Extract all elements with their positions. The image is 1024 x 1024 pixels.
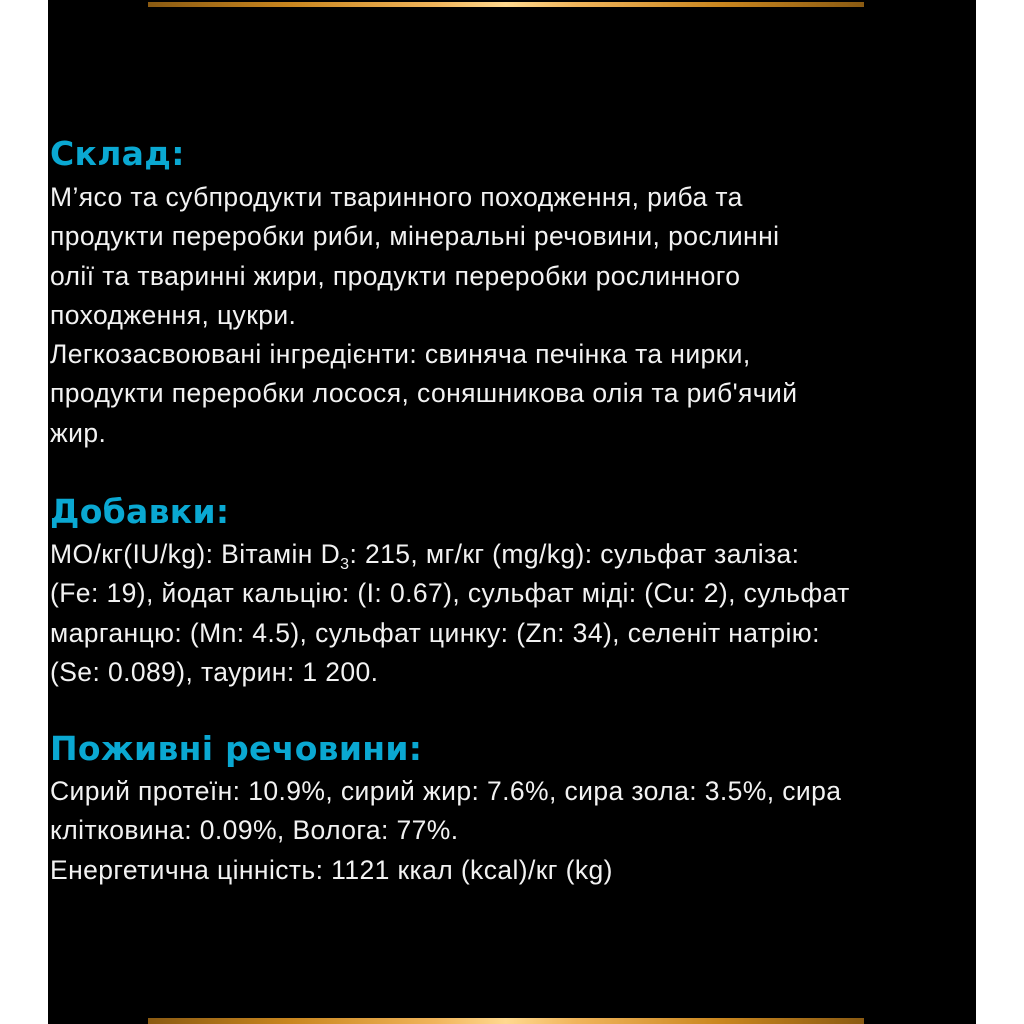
additives-line (50, 535, 980, 574)
bottom-gold-bar (148, 1018, 864, 1024)
top-gold-bar (148, 2, 864, 7)
additives-heading: Добавки: (50, 492, 230, 531)
composition-line: продукти переробки риби, мінеральні речовини, рослинні (50, 221, 780, 252)
composition-line: продукти переробки лосося, соняшникова олія та риб'ячий (50, 378, 798, 409)
composition-line: походження, цукри. (50, 299, 297, 330)
nutrients-text (50, 772, 980, 890)
additives-text (50, 535, 980, 692)
composition-line: олії та тваринні жири, продукти переробки рослинного (50, 260, 741, 291)
additives-line-pre: МО/кг(IU/kg): Вітамін D (50, 539, 341, 569)
nutrients-heading: Поживні речовини: (50, 729, 423, 768)
subscript: 3 (340, 556, 350, 573)
additives-line: марганцю: (Mn: 4.5), сульфат цинку: (Zn: 34), селеніт натрію: (50, 617, 820, 648)
nutrients-section (50, 729, 980, 890)
additives-section (50, 492, 980, 692)
nutrients-line: Сирий протеїн: 10.9%, сирий жир: 7.6%, сира зола: 3.5%, сира (50, 776, 842, 806)
additives-line: (Se: 0.089), таурин: 1 200. (50, 656, 379, 687)
nutrients-line: Енергетична цінність: 1121 ккал (kcal)/кг (kg) (50, 854, 613, 885)
composition-heading: Склад: (50, 134, 185, 173)
additives-line: (Fe: 19), йодат кальцію: (I: 0.67), сульфат міді: (Cu: 2), сульфат (50, 578, 850, 609)
composition-text (50, 178, 980, 453)
nutrients-line: клітковина: 0.09%, Волога: 77%. (50, 815, 459, 846)
composition-line: Легкозасвоювані інгредієнти: свиняча печінка та нирки, (50, 339, 751, 370)
composition-line: жир. (50, 417, 107, 448)
additives-line-post: : 215, мг/кг (mg/kg): сульфат заліза: (349, 539, 800, 569)
composition-line: М’ясо та субпродукти тваринного походження, риба та (50, 182, 743, 212)
composition-section (50, 134, 980, 453)
